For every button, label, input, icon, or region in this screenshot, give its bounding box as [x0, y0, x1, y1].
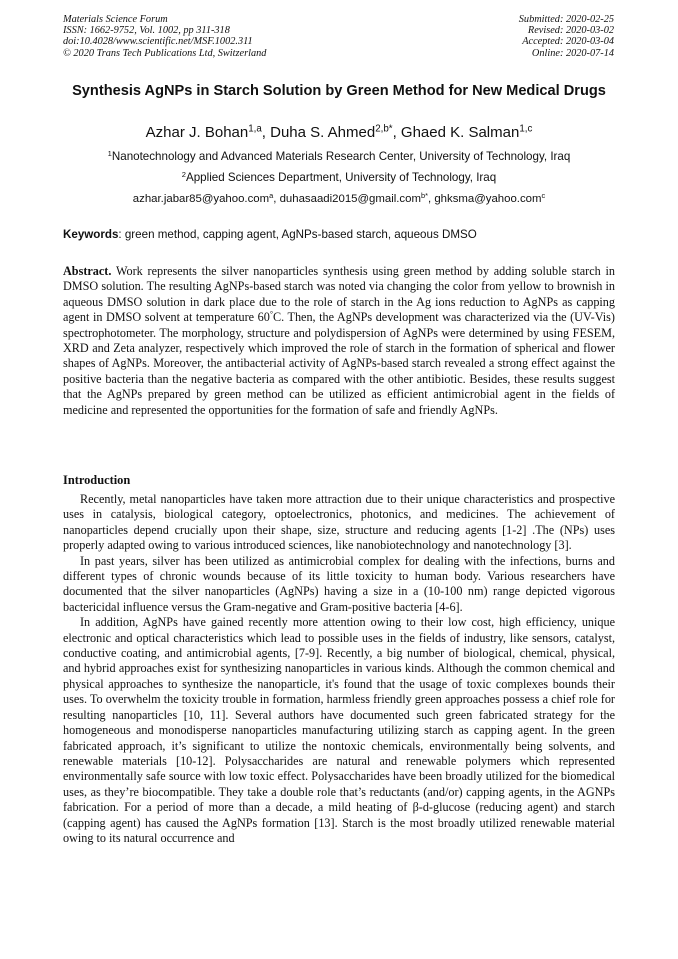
copyright-line: © 2020 Trans Tech Publications Ltd, Switzerland: [63, 47, 267, 59]
affiliation-sup: 2: [181, 169, 186, 179]
paragraph: Recently, metal nanoparticles have taken more attraction due to their unique characteristics and prospective uses in catalysis, biological category, optoelectronics, photonics, and medicines. The achievement of nanoparticles depend crucially upon their shape, size, structure and reducing agents [1-2] .The (NPs) uses properly adapted owing to various introduced sciences, like nanobiotechnology and nanotechnology [3].: [63, 492, 615, 553]
paper-title: Synthesis AgNPs in Starch Solution by Green Method for New Medical Drugs: [72, 83, 606, 99]
email-sup: c: [541, 190, 546, 200]
paragraph: In addition, AgNPs have gained recently more attention owing to their low cost, high efficiency, unique electronic and optical characteristics which lead to possible uses in the fields of industry, like sensors, catalyst, conductive coating, and antimicrobial agents, [7-9]. Recently, a big number of biological, chemical, physical, and hybrid approaches exist for synthesizing nanoparticles in various kinds. Although the common chemical and physical approaches to synthesize the nanoparticle, it's found that the usage of toxic complexes bounds their uses. To overwhelm the toxicity trouble in formation, harmless friendly green approaches possess a chief role for resulting nanoparticles [10, 11]. Several authors have documented such green fabricated strategy for the homogeneous and monodisperse nanoparticles manufacturing utilizing starch as capping agent. In the green fabricated approach, it’s significant to utilize the nontoxic chemicals, environmentally being solvents, and renewable materials [10-12]. Polysaccharides are natural and renewable polymers which represented environmentally safe source with low toxic effect. Polysaccharides have been broadly utilized for the biomedical uses, as they’re biocompatible. They take a double role that’s reductants (and/or) capping agents, in the AGNPs fabrication. For a period of more than a decade, a mild heating of β-d-glucose (reducing agent) and starch (capping agent) has caused the AgNPs formation [13]. Starch is the most broadly utilized renewable material owing to its natural occurrence and: [63, 615, 615, 845]
revised-date: Revised: 2020-03-02: [527, 25, 614, 37]
email-sup: a: [269, 190, 274, 200]
doi-line: doi:10.4028/www.scientific.net/MSF.1002.311: [63, 36, 253, 48]
email-address[interactable]: duhasaadi2015@gmail.com: [279, 193, 421, 205]
introduction-body: [63, 492, 615, 846]
author-list: Azhar J. Bohan$^{1,a}$, Duha S. Ahmed$^{2,b*}$, Ghaed K. Salman$^{1,c}$: [145, 123, 533, 141]
online-date: Online: 2020-07-14: [531, 47, 614, 59]
abstract-text-part2: C. Then, the AgNPs development was characterized via the (UV-Vis) spectrophotometer. The morphology, structure and polydispersion of AgNPs were determined by using FESEM, XRD and Zeta analyzer, respectively which improved the role of starch in the formation of spherical and flower shapes of AgNPs. Moreover, the antibacterial activity of AgNPs-based starch revealed a strong effect against the positive bacteria than the negative bacteria as compared with the other antibiotic. Besides, these results suggest that the AgNPs prepared by green method can be utilized as efficient antimicrobial agent in the fields of medicine and represented the opportunities for the formation of safe and friendly AgNPs.: [63, 310, 615, 417]
dates-header: [519, 14, 614, 59]
journal-name: Materials Science Forum: [63, 14, 168, 25]
keywords: [63, 228, 615, 242]
affiliation-sup: 1: [107, 148, 112, 158]
affiliation-text: Applied Sciences Department, University of Technology, Iraq: [186, 171, 497, 184]
author-name: Azhar J. Bohan: [145, 124, 249, 141]
accepted-date: Accepted: 2020-03-04: [522, 36, 614, 48]
keywords-label: Keywords: [63, 228, 119, 241]
author-name: Ghaed K. Salman: [400, 124, 520, 141]
affiliation-2: [63, 171, 615, 185]
author-name: Duha S. Ahmed: [270, 124, 376, 141]
journal-header: [63, 14, 266, 59]
author-sup: 1,a: [248, 123, 262, 135]
submitted-date: Submitted: 2020-02-25: [518, 14, 614, 25]
degree-sup: °: [269, 309, 273, 319]
keywords-text: : green method, capping agent, AgNPs-based starch, aqueous DMSO: [118, 228, 477, 241]
author-sup: 2,b*: [375, 123, 393, 135]
abstract-text-part1: Work represents the silver nanoparticles synthesis using green method by adding soluble starch in DMSO solution. The resulting AgNPs-based starch was noted via changing the color from yellow to brownish in aqueous DMSO solution in dark place due to the role of starch in the Ag ions reduction to AgNPs as capping agent in DMSO solvent at temperature 60: [63, 264, 615, 325]
email-address[interactable]: azhar.jabar85@yahoo.com: [132, 193, 270, 205]
abstract-label: Abstract.: [63, 264, 112, 278]
email-sup: b*: [420, 190, 428, 200]
affiliation-1: [63, 150, 615, 164]
email-list: azhar.jabar85@yahoo.com$^a$, duhasaadi2015@gmail.com$^{b*}$, ghksma@yahoo.com$^c$: [132, 190, 546, 205]
email-address[interactable]: ghksma@yahoo.com: [434, 193, 542, 205]
section-heading: Introduction: [63, 473, 131, 487]
author-sup: 1,c: [519, 123, 533, 135]
issn-line: ISSN: 1662-9752, Vol. 1002, pp 311-318: [63, 25, 230, 37]
affiliation-text: Nanotechnology and Advanced Materials Research Center, University of Technology, Iraq: [111, 150, 571, 163]
abstract: [63, 264, 615, 418]
paragraph: In past years, silver has been utilized as antimicrobial complex for dealing with the infections, burns and different types of chronic wounds because of its little toxicity to human body. Various researchers have documented that the silver nanoparticles (AgNPs) having a size in a (10-100 nm) range depicted vigorous bactericidal influence versus the Gram-negative and Gram-positive bacteria [4-6].: [63, 553, 615, 614]
